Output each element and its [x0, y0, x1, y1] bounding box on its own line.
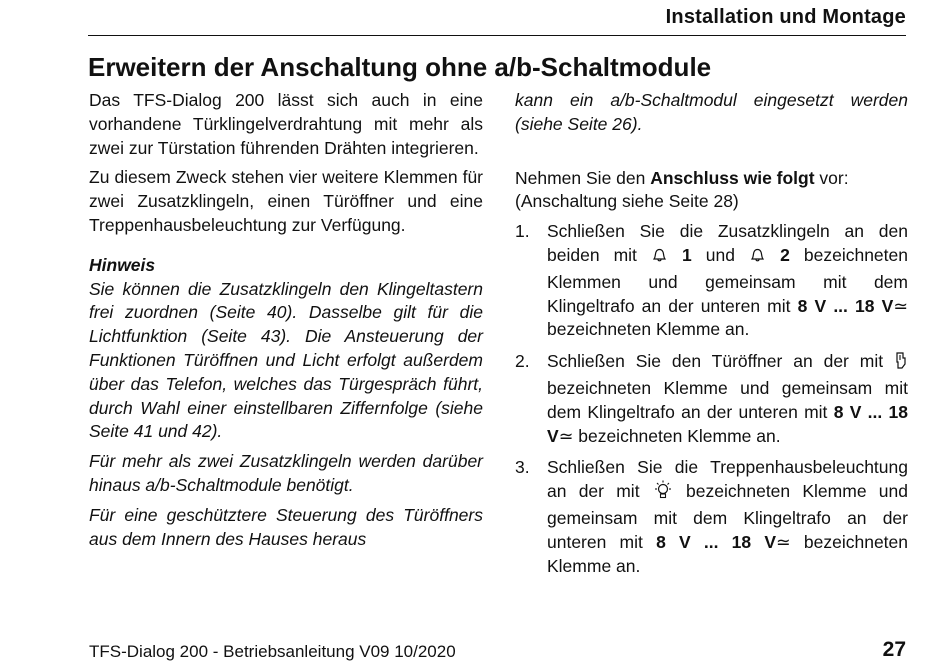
- terminals-paragraph: Zu diesem Zweck stehen vier weitere Klemmen für zwei Zusatzklingeln, einen Türöffner und eine Treppenhausbeleuchtung zur Verfügung.: [89, 167, 483, 235]
- list-item: 1. Schließen Sie die Zusatzklingeln an den beiden mit 1 und 2 bezeichneten Klemmen und gemeinsam mit dem Klingeltrafo an der unteren mit 8 V ... 18 V≃ bezeichneten Klemme an.: [515, 221, 908, 340]
- note-paragraph: Für mehr als zwei Zusatzklingeln werden darüber hinaus a/b-Schaltmodule benötigt.: [89, 451, 483, 495]
- instruction-intro: Nehmen Sie den Anschluss wie folgt vor:: [515, 167, 849, 188]
- step-number: 2.: [515, 351, 530, 372]
- right-column: [515, 89, 908, 586]
- list-item: 2. Schließen Sie den Türöffner an der mit bezeichneten Klemme und gemeinsam mit dem Klingeltrafo an der unteren mit 8 V ... 18 V≃ bezeichneten Klemme an.: [515, 351, 908, 446]
- bell-icon: [749, 247, 766, 271]
- instruction-reference: (Anschaltung siehe Seite 28): [515, 191, 739, 212]
- left-column: [89, 89, 483, 557]
- list-item: 3. Schließen Sie die Treppenhausbeleuchtung an der mit bezeichneten Klemme und gemeinsam mit dem Klingeltrafo an der unteren mit 8 V ... 18 V≃ bezeichneten Klemme an.: [515, 457, 909, 576]
- header-divider: [88, 35, 906, 36]
- note-heading: Hinweis: [89, 254, 156, 275]
- note-paragraph: Für eine geschütztere Steuerung des Türöffners aus dem Innern des Hauses heraus: [89, 504, 483, 549]
- continued-note: kann ein a/b-Schaltmodul eingesetzt werden (siehe Seite 26).: [515, 90, 908, 134]
- bell-icon: [651, 247, 668, 271]
- footer-document-title: TFS-Dialog 200 - Betriebsanleitung V09 10/2020: [89, 642, 456, 661]
- section-header: Installation und Montage: [665, 6, 906, 28]
- door-opener-icon: [894, 351, 908, 377]
- intro-paragraph: Das TFS-Dialog 200 lässt sich auch in eine vorhandene Türklingelverdrahtung mit mehr als zwei zur Türstation führenden Drähten integrieren.: [89, 90, 483, 158]
- step-number: 3.: [515, 457, 530, 478]
- page-number: 27: [882, 638, 906, 661]
- step-number: 1.: [515, 221, 530, 242]
- note-paragraph: Sie können die Zusatzklingeln den Klingeltastern frei zuordnen (Seite 40). Dasselbe gilt für die Lichtfunktion (Seite 43). Die Ansteuerung der Funktionen Türöffnen und Licht erfolgt außerdem über das Telefon, welches das Türgespräch führt, durch Wahl einer einstellbaren Ziffernfolge (siehe Seite 41 und 42).: [89, 278, 483, 442]
- step-list: [515, 220, 908, 578]
- light-bulb-icon: [652, 480, 674, 507]
- page-title: Erweitern der Anschaltung ohne a/b-Schaltmodule: [88, 52, 712, 82]
